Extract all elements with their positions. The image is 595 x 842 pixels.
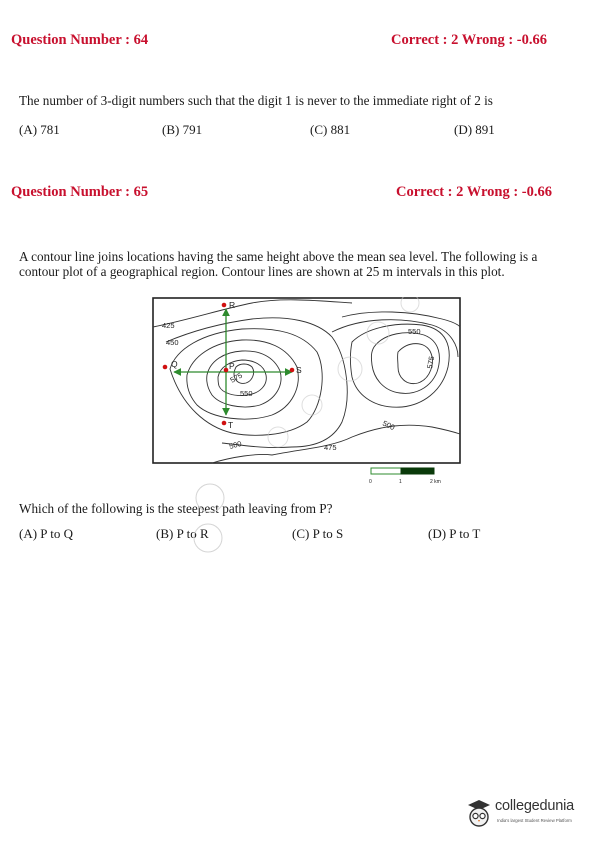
point-q-marker xyxy=(163,365,168,370)
point-t-marker xyxy=(222,421,227,426)
q65-number: Question Number : 65 xyxy=(11,184,149,200)
point-s-label: S xyxy=(296,365,302,375)
graduation-owl-icon xyxy=(466,798,492,828)
watermark-seal-bottom xyxy=(190,480,232,560)
contour-label-575-right: 575 xyxy=(425,355,437,370)
q64-marks: Correct : 2 Wrong : -0.66 xyxy=(391,32,547,48)
contour-label-500-right: 500 xyxy=(381,418,397,433)
logo-brand: collegedunia xyxy=(495,798,575,814)
map-scale-bar xyxy=(364,464,464,492)
point-p-label: P xyxy=(229,361,235,371)
q65-option-c: (C) P to S xyxy=(292,526,344,541)
q65-text-line1: A contour line joins locations having the same height above the mean sea level. The following is a xyxy=(19,249,538,264)
point-p-marker xyxy=(224,368,229,373)
q64-text: The number of 3-digit numbers such that the digit 1 is never to the immediate right of 2 is xyxy=(19,93,493,108)
q64-option-b: (B) 791 xyxy=(162,122,203,137)
q65-option-b: (B) P to R xyxy=(156,526,209,541)
point-r-label: R xyxy=(229,300,236,310)
point-s-marker xyxy=(290,368,295,373)
logo-tagline: India's largest Student Review Platform xyxy=(497,818,572,823)
contour-map xyxy=(152,297,461,464)
q65-text-line2: contour plot of a geographical region. Contour lines are shown at 25 m intervals in this plot. xyxy=(19,264,505,279)
contour-label-475: 475 xyxy=(324,443,337,452)
point-q-label: Q xyxy=(171,359,178,369)
contour-label-425: 425 xyxy=(162,321,175,330)
scale-segment-dark xyxy=(401,468,434,474)
q65-marks: Correct : 2 Wrong : -0.66 xyxy=(396,184,552,200)
q64-option-d: (D) 891 xyxy=(454,122,495,137)
watermark-seal xyxy=(194,524,222,552)
contour-label-500-bottom: 500 xyxy=(228,438,243,451)
q65-option-a: (A) P to Q xyxy=(19,526,74,541)
q65-question: Which of the following is the steepest path leaving from P? xyxy=(19,501,333,516)
q64-option-a: (A) 781 xyxy=(19,122,60,137)
contour-label-550-left: 550 xyxy=(240,389,253,398)
q65-option-d: (D) P to T xyxy=(428,526,481,541)
scale-segment-light xyxy=(371,468,401,474)
q64-number: Question Number : 64 xyxy=(11,32,149,48)
contour-label-550-right: 550 xyxy=(408,327,421,336)
scale-label-zero: 0 xyxy=(369,479,372,485)
collegedunia-logo xyxy=(466,796,588,832)
scale-label-one: 1 xyxy=(399,479,402,485)
contour-label-575-left: 575 xyxy=(228,370,244,385)
contour-label-450: 450 xyxy=(166,338,179,347)
q64-option-c: (C) 881 xyxy=(310,122,351,137)
watermark-seal xyxy=(196,484,224,512)
point-t-label: T xyxy=(228,420,234,430)
point-r-marker xyxy=(222,303,227,308)
scale-label-two: 2 km xyxy=(430,479,441,485)
